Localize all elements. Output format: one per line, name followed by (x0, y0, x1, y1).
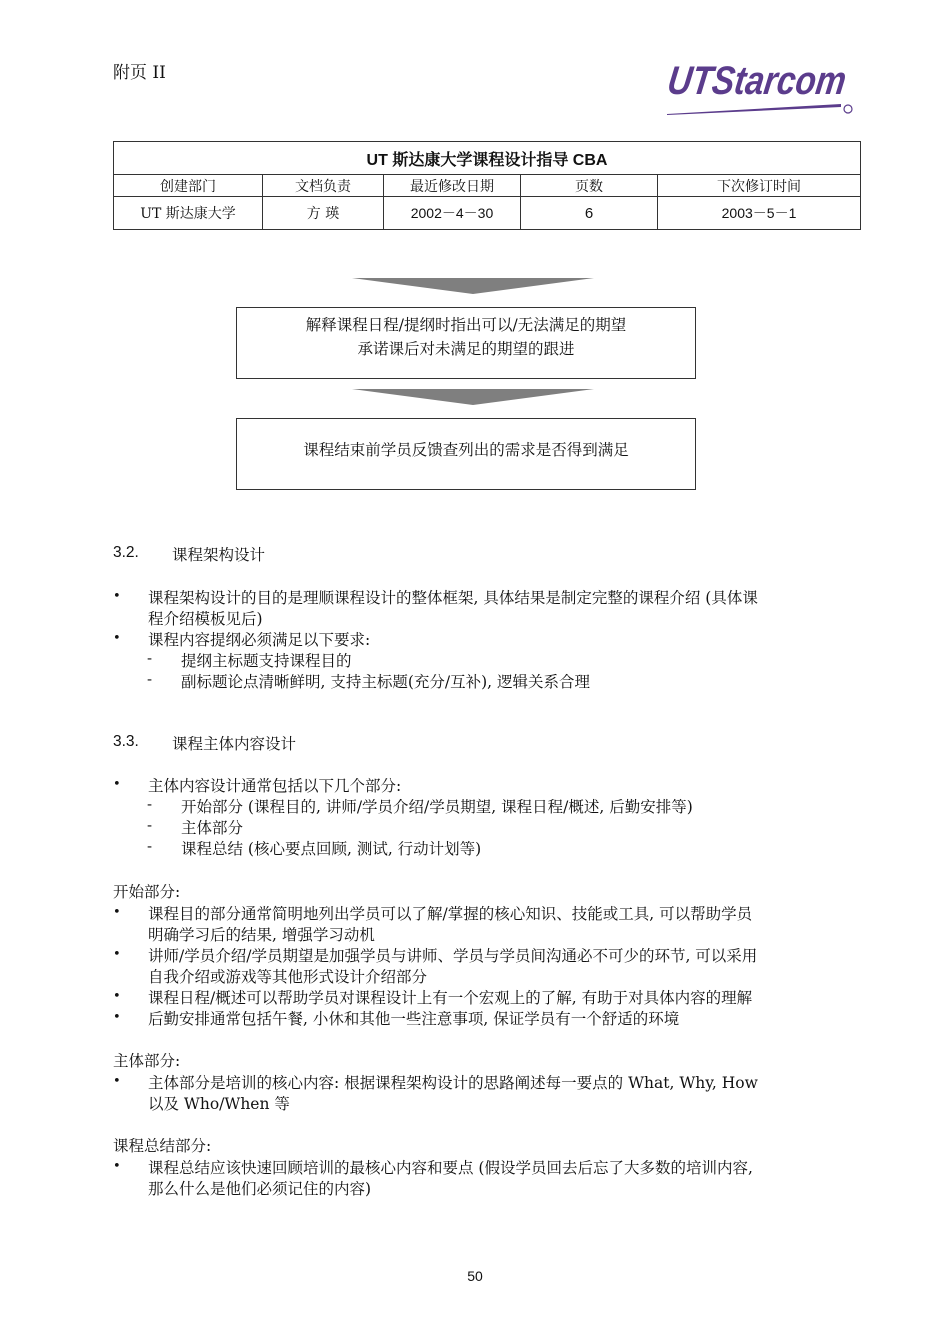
value-cell: UT 斯达康大学 (114, 197, 263, 230)
bullet-icon: • (113, 989, 121, 1004)
header-cell: 最近修改日期 (384, 175, 521, 197)
bullet-text: 后勤安排通常包括午餐, 小休和其他一些注意事项, 保证学员有一个舒适的环境 (148, 1010, 680, 1028)
section-title: 课程主体内容设计 (172, 735, 297, 753)
page-number: 50 (467, 1268, 483, 1284)
flow-box-line: 承诺课后对未满足的期望的跟进 (357, 340, 575, 358)
flow-box-line: 课程结束前学员反馈查列出的需求是否得到满足 (303, 441, 629, 459)
value-cell: 方 瑛 (263, 197, 384, 230)
dash-marker: - (147, 795, 153, 813)
bullet-icon: • (113, 1074, 121, 1089)
subsection-label: 开始部分: (113, 883, 181, 901)
bullet-icon: • (113, 1010, 121, 1025)
bullet-text: 主体部分是培训的核心内容: 根据课程架构设计的思路阐述每一要点的 What, Why, How (148, 1074, 758, 1092)
flow-box-expectations (236, 307, 696, 379)
bullet-text: 明确学习后的结果, 增强学习动机 (148, 926, 375, 944)
section-number: 3.2. (113, 544, 139, 561)
sub-item-text: 课程总结 (核心要点回顾, 测试, 行动计划等) (181, 840, 482, 858)
flow-box-feedback (236, 418, 696, 490)
flow-box-line: 解释课程日程/提纲时指出可以/无法满足的期望 (305, 316, 627, 334)
sub-item-text: 副标题论点清晰鲜明, 支持主标题(充分/互补), 逻辑关系合理 (181, 673, 591, 691)
header-cell: 下次修订时间 (658, 175, 861, 197)
sub-item-text: 主体部分 (181, 819, 244, 837)
value-cell: 6 (521, 197, 658, 230)
dash-marker: - (147, 649, 153, 667)
header-cell: 页数 (521, 175, 658, 197)
bullet-text: 那么什么是他们必须记住的内容) (148, 1180, 372, 1198)
section-title: 课程架构设计 (172, 546, 266, 564)
bullet-text: 课程目的部分通常简明地列出学员可以了解/掌握的核心知识、技能或工具, 可以帮助学员 (148, 905, 753, 923)
value-cell: 2002－4－30 (384, 197, 521, 230)
bullet-icon: • (113, 947, 121, 962)
bullet-icon: • (113, 777, 121, 792)
logo-text: UTStarcom (664, 58, 885, 103)
bullet-icon: • (113, 905, 121, 920)
bullet-text: 主体内容设计通常包括以下几个部分: (148, 777, 402, 795)
bullet-icon: • (113, 631, 121, 646)
bullet-text: 程介绍模板见后) (148, 610, 263, 628)
bullet-text: 课程架构设计的目的是理顺课程设计的整体框架, 具体结果是制定完整的课程介绍 (具体课 (148, 589, 758, 607)
bullet-text: 讲师/学员介绍/学员期望是加强学员与讲师、学员与学员间沟通必不可少的环节, 可以采用 (148, 947, 758, 965)
appendix-label: 附页 II (113, 63, 166, 83)
dash-marker: - (147, 670, 153, 688)
document-info-table (113, 141, 861, 230)
subsection-label: 课程总结部分: (113, 1137, 212, 1155)
subsection-label: 主体部分: (113, 1052, 181, 1070)
header-cell: 文档负责 (263, 175, 384, 197)
dash-marker: - (147, 816, 153, 834)
bullet-text: 自我介绍或游戏等其他形式设计介绍部分 (148, 968, 428, 986)
utstarcom-logo (664, 52, 885, 116)
bullet-icon: • (113, 589, 121, 604)
down-arrow-icon (352, 389, 594, 405)
down-arrow-icon (352, 278, 594, 294)
bullet-text: 以及 Who/When 等 (148, 1095, 290, 1113)
sub-item-text: 提纲主标题支持课程目的 (181, 652, 352, 670)
bullet-icon: • (113, 1159, 121, 1174)
bullet-text: 课程总结应该快速回顾培训的最核心内容和要点 (假设学员回去后忘了大多数的培训内容, (148, 1159, 753, 1177)
bullet-text: 课程日程/概述可以帮助学员对课程设计上有一个宏观上的了解, 有助于对具体内容的理解 (148, 989, 753, 1007)
dash-marker: - (147, 837, 153, 855)
table-title: UT 斯达康大学课程设计指导 CBA (114, 142, 861, 175)
value-cell: 2003－5－1 (658, 197, 861, 230)
section-number: 3.3. (113, 733, 139, 750)
sub-item-text: 开始部分 (课程目的, 讲师/学员介绍/学员期望, 课程日程/概述, 后勤安排等) (181, 798, 693, 816)
header-cell: 创建部门 (114, 175, 263, 197)
bullet-text: 课程内容提纲必须满足以下要求: (148, 631, 371, 649)
